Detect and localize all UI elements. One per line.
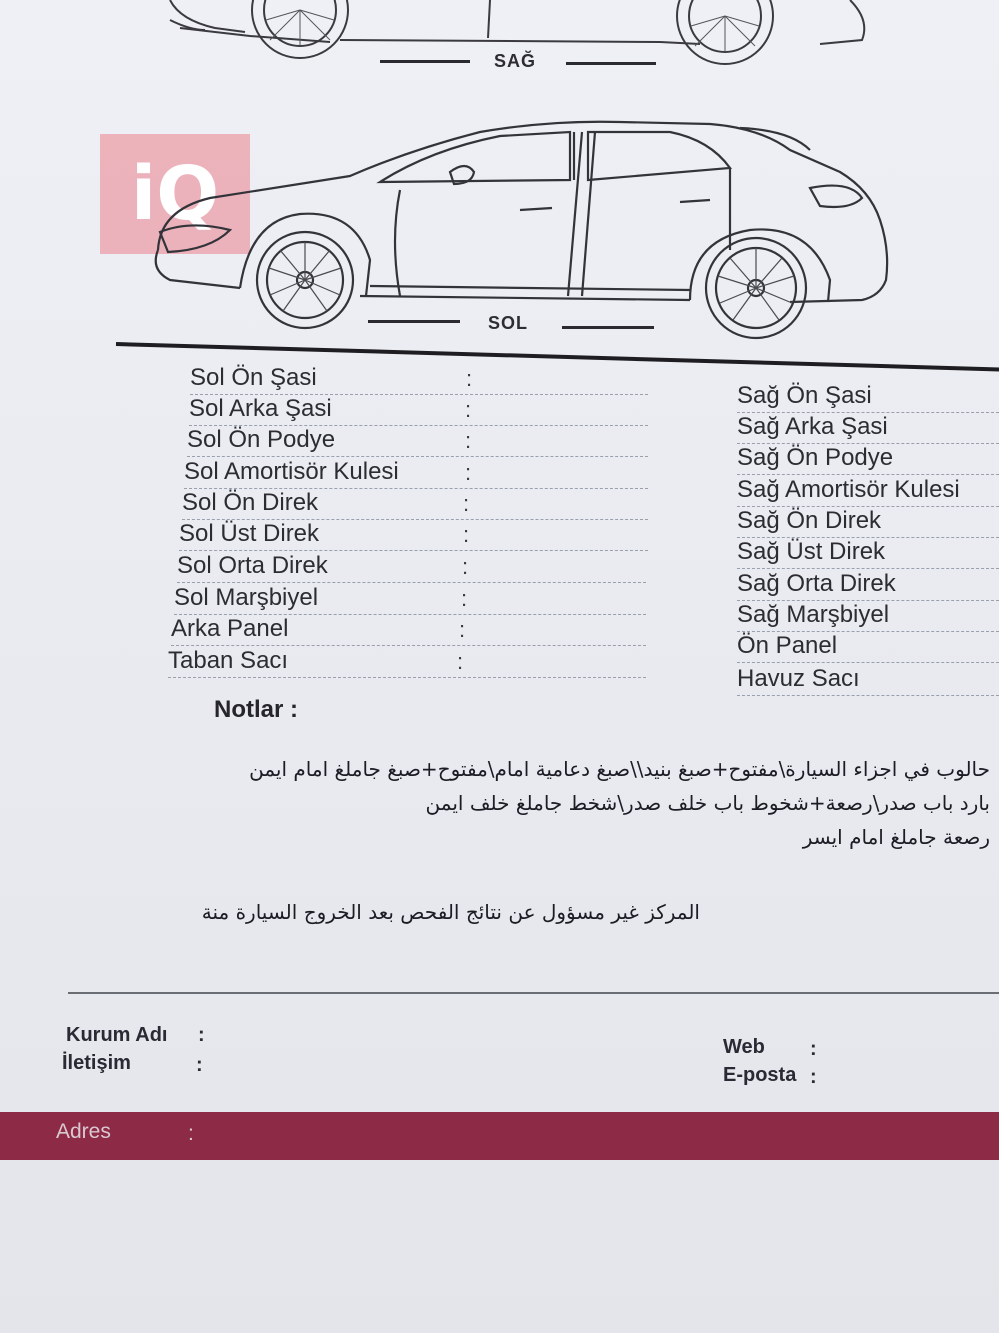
contact-colon: : [196,1054,203,1076]
list-item-colon: : [463,522,470,547]
footer-divider [68,992,999,994]
list-item [171,615,646,646]
list-item-label: Taban Sacı [168,647,289,674]
address-bar [0,1112,999,1160]
right-side-label: SAĞ [494,51,537,71]
institution-name-label: Kurum Adı [66,1024,168,1046]
address-label: Adres [56,1120,111,1143]
left-side-label: SOL [488,313,529,333]
notes-line: رصعة جاملغ امام ايسر [802,825,990,849]
list-item [190,364,648,395]
list-item-colon: : [461,586,468,611]
left-label-line-right [562,326,654,329]
list-item-colon: : [465,397,472,422]
address-colon: : [188,1122,194,1145]
list-item: Havuz Sacı [737,665,999,696]
watermark-logo: iQ [100,134,250,254]
list-item [174,584,646,615]
notes-body [90,752,990,854]
list-item: Sağ Marşbiyel [737,601,999,632]
list-item: Sağ Amortisör Kulesi [737,476,999,507]
web-label: Web [723,1036,765,1058]
list-item: Sağ Üst Direk [737,538,999,569]
right-label-line-left [380,60,470,63]
contact-label: İletişim [62,1052,131,1074]
list-item [184,458,648,489]
list-item-colon: : [462,554,469,579]
list-item-label: Sol Amortisör Kulesi [184,458,399,485]
email-label: E-posta [723,1064,797,1086]
email-colon: : [810,1066,817,1088]
left-side-car-diagram [150,110,900,342]
institution-name-colon: : [198,1024,205,1046]
notes-line: بارد باب صدر\رصعة+شخوط باب خلف صدر\شخط جاملغ خلف ايمن [425,791,990,815]
list-item-label: Sol Ön Şasi [190,364,317,391]
list-item-colon: : [466,366,473,391]
list-item-label: Arka Panel [171,615,289,642]
list-item-colon: : [457,649,464,674]
list-item-label: Sol Marşbiyel [174,584,319,611]
left-label-line-left [368,320,460,323]
list-item: Sağ Orta Direk [737,570,999,601]
web-colon: : [810,1038,817,1060]
list-item: Sağ Ön Direk [737,507,999,538]
list-item-label: Sol Arka Şasi [189,395,332,422]
right-label-line-right [566,62,656,65]
list-item-colon: : [463,491,470,516]
disclaimer-text: المركز غير مسؤول عن نتائج الفحص بعد الخروج السيارة منة [201,900,700,924]
list-item-label: Sol Ön Direk [182,489,319,516]
list-item [177,552,646,583]
notes-line: حالوب في اجزاء السيارة\مفتوح+صبغ بنيد\\صبغ دعامية امام\مفتوح+صبغ جاملغ امام ايمن [249,757,990,781]
list-item [187,426,648,457]
list-item-label: Sol Üst Direk [179,520,320,547]
list-item: Ön Panel [737,632,999,663]
list-item: Sağ Ön Podye [737,444,999,475]
list-item: Sağ Ön Şasi [737,382,999,413]
list-item: Sağ Arka Şasi [737,413,999,444]
list-item-label: Sol Orta Direk [177,552,328,579]
list-item-colon: : [465,460,472,485]
list-item-colon: : [459,617,466,642]
notes-title: Notlar : [214,696,298,723]
list-item [168,647,646,678]
list-item [179,520,648,551]
list-item-colon: : [465,428,472,453]
list-item-label: Sol Ön Podye [187,426,336,453]
list-item [189,395,648,426]
list-item [182,489,648,520]
